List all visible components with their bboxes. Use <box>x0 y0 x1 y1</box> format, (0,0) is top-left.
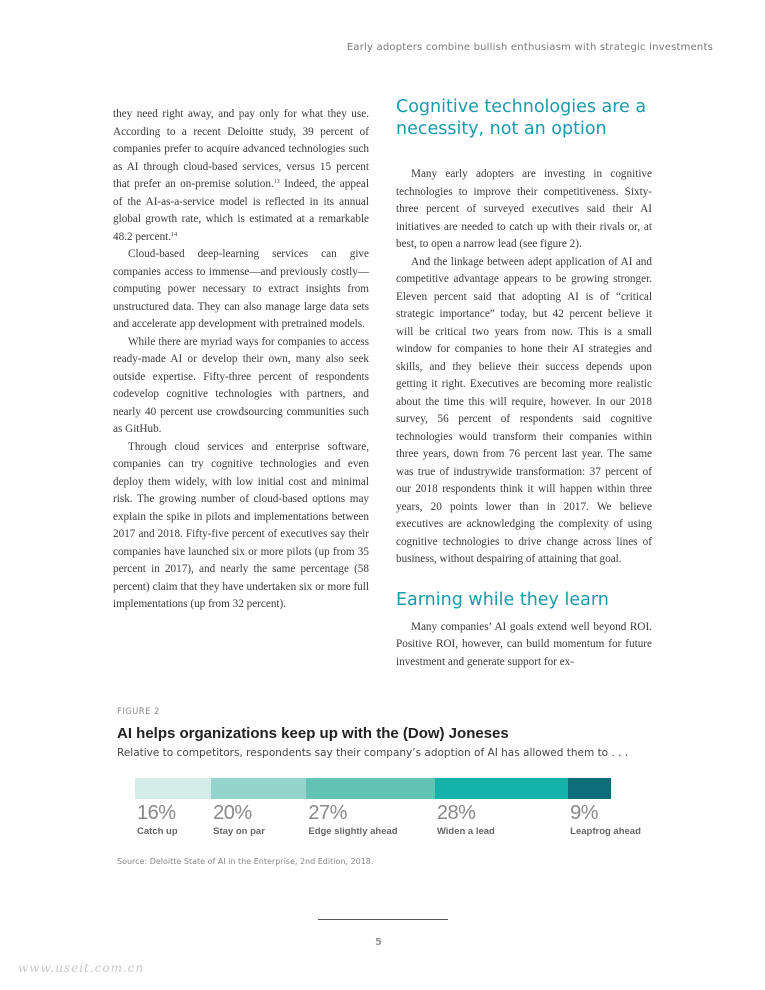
section-heading: Earning while they learn <box>396 589 609 610</box>
figure-title: AI helps organizations keep up with the (Dow) Joneses <box>117 725 509 742</box>
figure-label: FIGURE 2 <box>117 707 160 717</box>
bar-segment <box>435 778 568 799</box>
segment-label <box>308 802 397 837</box>
footer-rule <box>318 919 448 920</box>
left-column <box>113 106 369 614</box>
right-column <box>396 96 652 671</box>
segment-label <box>213 802 265 837</box>
page-number: 5 <box>375 937 382 948</box>
figure-subtitle: Relative to competitors, respondents say their company’s adoption of AI has allowed them to . . . <box>117 747 629 759</box>
data-label: 20% <box>213 802 252 824</box>
segment-label <box>137 802 178 837</box>
footnote-ref[interactable]: 14 <box>171 231 178 238</box>
bar-segment <box>211 778 306 799</box>
body-paragraph: Cloud-based deep-learning services can give companies access to immense—and previously costly—computing power necessary to extract insights from unstructured data. They can also manage large data sets and accelerate app development with pretrained models. <box>113 248 369 330</box>
body-paragraph: Many companies’ AI goals extend well beyond ROI. Positive ROI, however, can build momentum for future investment and generate support for ex- <box>396 620 652 668</box>
category-label: Edge slightly ahead <box>308 826 398 837</box>
segment-label <box>437 802 495 837</box>
category-label: Leapfrog ahead <box>570 826 641 837</box>
footnote-ref[interactable]: 13 <box>273 179 280 185</box>
section-heading: Cognitive technologies are a necessity, not an option <box>396 97 647 139</box>
category-label: Catch up <box>137 826 178 837</box>
body-paragraph: While there are myriad ways for companies to access ready-made AI or develop their own, many also seek outside expertise. Fifty-three percent of respondents codevelop cognitive technologies with partners, and nearly 40 percent use crowdsourcing communities such as GitHub. <box>113 335 369 435</box>
data-label: 27% <box>308 802 347 824</box>
body-paragraph: Many early adopters are investing in cognitive technologies to improve their competitiveness. Sixty-three percent of surveyed executives said their AI initiatives are needed to catch up with their rivals or, at best, to open a narrow lead (see figure 2). <box>396 168 652 250</box>
running-head: Early adopters combine bullish enthusiasm with strategic investments <box>346 42 713 53</box>
data-label: 28% <box>436 802 476 824</box>
watermark: www.useit.com.cn <box>18 961 145 975</box>
category-label: Stay on par <box>213 826 265 837</box>
body-paragraph: Through cloud services and enterprise software, companies can try cognitive technologies and even deploy them widely, with low initial cost and minimal risk. The growing number of cloud-based options may explain the spike in pilots and implementations between 2017 and 2018. Fifty-five percent of executives say their companies have launched six or more pilots (up from 35 percent in 2017), and nearly the same percentage (58 percent) claim that they have undertaken six or more full implementations (up from 32 percent). <box>113 440 369 610</box>
category-label: Widen a lead <box>436 826 495 837</box>
data-label: 16% <box>137 802 176 824</box>
stacked-bar <box>135 778 611 799</box>
figure-2 <box>117 707 657 866</box>
bar-segment <box>306 778 435 799</box>
data-label: 9% <box>570 802 599 824</box>
segment-label <box>570 802 641 837</box>
bar-segment <box>135 778 211 799</box>
body-paragraph: And the linkage between adept application of AI and competitive advantage appears to be growing stronger. Eleven percent said that adopting AI is of “critical strategic importance” today, but 42 percent believe it will be critical two years from now. This is a small window for companies to hone their AI strategies and skills, and they believe their success depends upon getting it right. Executives are becoming more realistic about the time this will require, however. In our 2018 survey, 56 percent of respondents said cognitive technologies would transform their companies within three years, down from 76 percent last year. The same was true of industrywide transformation: 37 percent of our 2018 respondents think it will happen within three years, 20 points lower than in 2017. We believe executives are acknowledging the complexity of using cognitive technologies to drive change across lines of business, without despairing of attaining that goal. <box>396 255 652 565</box>
bar-segment <box>568 778 611 799</box>
body-paragraph: they need right away, and pay only for what they use. According to a recent Deloitte study, 39 percent of companies prefer to acquire advanced technologies such as AI through cloud-based services, versus 15 percent that prefer an on-premise solution.$^{13}$ Indeed, the appeal of the AI-as-a-service model is reflected in its annual global growth rate, which is estimated at a remarkable 48.2 percent.$^{14}$ <box>113 108 369 243</box>
figure-source: Source: Deloitte State of AI in the Enterprise, 2nd Edition, 2018. <box>117 857 374 866</box>
